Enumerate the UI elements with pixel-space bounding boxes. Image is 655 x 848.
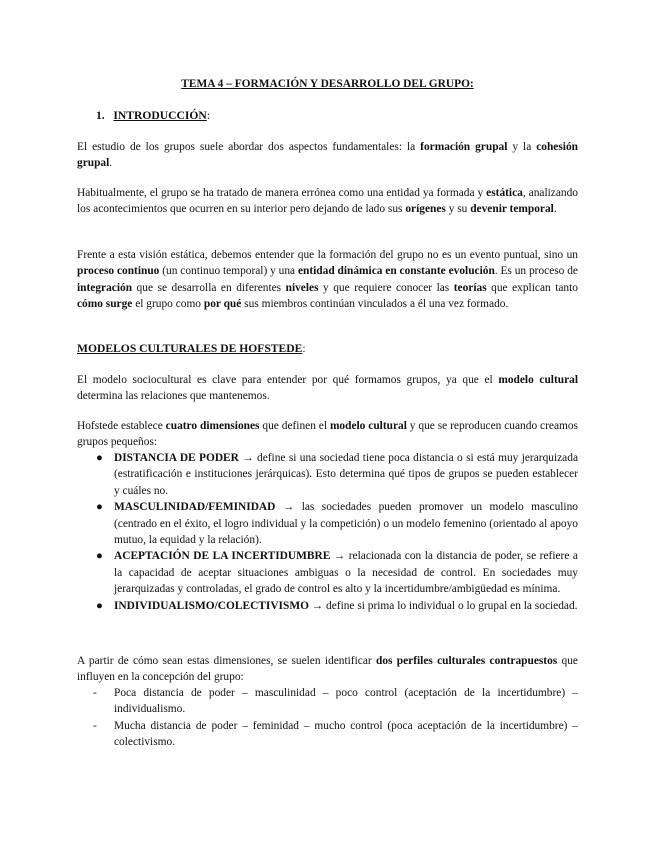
dimension-name: ACEPTACIÓN DE LA INCERTIDUMBRE: [114, 550, 331, 563]
bold-term: orígenes: [405, 203, 446, 216]
arrow: →: [330, 550, 349, 563]
dash-marker: -: [93, 719, 97, 732]
text: y que requiere conocer las: [318, 281, 454, 294]
text: El modelo sociocultural es clave para entender por qué formamos grupos, ya que el: [77, 374, 499, 386]
section-number: 1.: [96, 109, 105, 122]
text: Hofstede establece: [77, 420, 166, 432]
list-item-perfil-2: [77, 718, 578, 751]
dimension-description: las sociedades pueden promover un modelo masculino (centrado en el éxito, el logro individual y la competición) o un modelo femenino (orientado al apoyo mutuo, la equidad y la relación).: [114, 501, 578, 547]
text: .: [553, 203, 557, 216]
bold-term: estática: [486, 187, 523, 199]
text: el grupo como: [132, 298, 204, 311]
paragraph-intro-3: [77, 247, 578, 313]
dash-marker: -: [93, 687, 97, 699]
paragraph-hofstede-1: [77, 372, 578, 405]
section-colon: :: [302, 342, 306, 355]
arrow: →: [275, 501, 302, 514]
bullet-icon: ●: [96, 452, 103, 464]
text: determina las relaciones que mantenemos.: [77, 390, 270, 403]
section-colon: :: [206, 109, 211, 122]
dimension-name: MASCULINIDAD/FEMINIDAD: [114, 501, 276, 514]
text: y su: [445, 203, 471, 216]
list-item-perfil-1: [77, 685, 578, 718]
dimension-description: relacionada con la distancia de poder, se refiere a la capacidad de aceptar situaciones ambiguas o la necesidad de control. En sociedades muy jerarquizadas y controladas, el grado de control es alto y la incertidumbre/ambigüedad es mínima.: [114, 550, 578, 596]
dimension-description: define si prima lo individual o lo grupal en la sociedad.: [326, 599, 578, 612]
dimension-name: DISTANCIA DE PODER: [114, 452, 239, 464]
arrow: →: [238, 452, 257, 464]
bullet-icon: ●: [96, 599, 103, 612]
arrow: →: [308, 599, 327, 612]
bold-term: formación grupal: [420, 141, 508, 153]
text: que explican tanto: [486, 281, 578, 294]
bold-term: teorías: [453, 281, 487, 294]
list-item-incertidumbre: [77, 548, 578, 597]
text: Habitualmente, el grupo se ha tratado de manera errónea como una entidad ya formada y: [77, 187, 487, 199]
section-heading-introduccion: [96, 108, 210, 124]
text: que se desarrolla en diferentes: [132, 281, 286, 294]
dimension-name: INDIVIDUALISMO/COLECTIVISMO: [114, 599, 309, 612]
text: .: [109, 157, 113, 170]
text: A partir de cómo sean estas dimensiones, se suelen identificar: [77, 655, 376, 667]
dimensions-list: [77, 450, 578, 614]
bold-term: niveles: [285, 281, 319, 294]
bold-term: integración: [77, 281, 133, 294]
bullet-icon: ●: [96, 501, 103, 514]
list-item-individualismo: [77, 598, 578, 614]
list-item-distancia-poder: [77, 450, 578, 499]
text: Frente a esta visión estática, debemos entender que la formación del grupo no es un evento puntual, sino un: [77, 249, 578, 261]
bullet-icon: ●: [96, 550, 103, 563]
text: que influyen en la concepción del grupo:: [77, 655, 578, 684]
text: sus miembros continúan vinculados a él una vez formado.: [241, 298, 509, 311]
profile-text: Poca distancia de poder – masculinidad – poco control (aceptación de la incertidumbre) – individualismo.: [114, 687, 578, 716]
bold-term: modelo cultural: [498, 374, 578, 386]
text: y que se reproducen cuando creamos grupos pequeños:: [77, 420, 578, 449]
list-item-masculinidad: [77, 499, 578, 548]
bold-term: dos perfiles culturales contrapuestos: [375, 655, 558, 667]
text: y la: [507, 141, 537, 153]
paragraph-intro-1: [77, 139, 578, 172]
bold-term: devenir temporal: [470, 203, 554, 216]
section-title: INTRODUCCIÓN: [113, 109, 207, 122]
bold-term: modelo cultural: [329, 420, 407, 432]
profile-text: Mucha distancia de poder – feminidad – mucho control (poca aceptación de la incertidumbre) – colectivismo.: [114, 719, 578, 749]
bold-term: entidad dinámica en constante evolución: [297, 265, 495, 278]
text: que definen el: [259, 420, 330, 432]
paragraph-intro-2: [77, 185, 578, 218]
profiles-list: [77, 685, 578, 751]
section-heading-hofstede: [77, 341, 306, 357]
text: El estudio de los grupos suele abordar dos aspectos fundamentales: la: [77, 141, 421, 153]
bold-term: cuatro dimensiones: [165, 420, 260, 432]
text: , analizando los acontecimientos que ocurren en su interior pero dejando de lado sus: [77, 187, 578, 216]
paragraph-perfiles: [77, 653, 578, 686]
text: (un continuo temporal) y una: [159, 265, 298, 278]
bold-term: cómo surge: [77, 298, 133, 311]
section-title: MODELOS CULTURALES DE HOFSTEDE: [77, 342, 303, 355]
bold-term: cohesión grupal: [77, 141, 578, 170]
page-title: TEMA 4 – FORMACIÓN Y DESARROLLO DEL GRUPO:: [181, 78, 474, 90]
text: . Es un proceso de: [494, 265, 578, 278]
bold-term: por qué: [203, 298, 242, 311]
dimension-description: define si una sociedad tiene poca distancia o si está muy jerarquizada (estratificación e instituciones jerárquicas). Esto determina qué tipos de grupos se pueden establecer y cuáles no.: [114, 452, 578, 497]
paragraph-hofstede-2: [77, 418, 578, 451]
bold-term: proceso continuo: [77, 265, 160, 278]
